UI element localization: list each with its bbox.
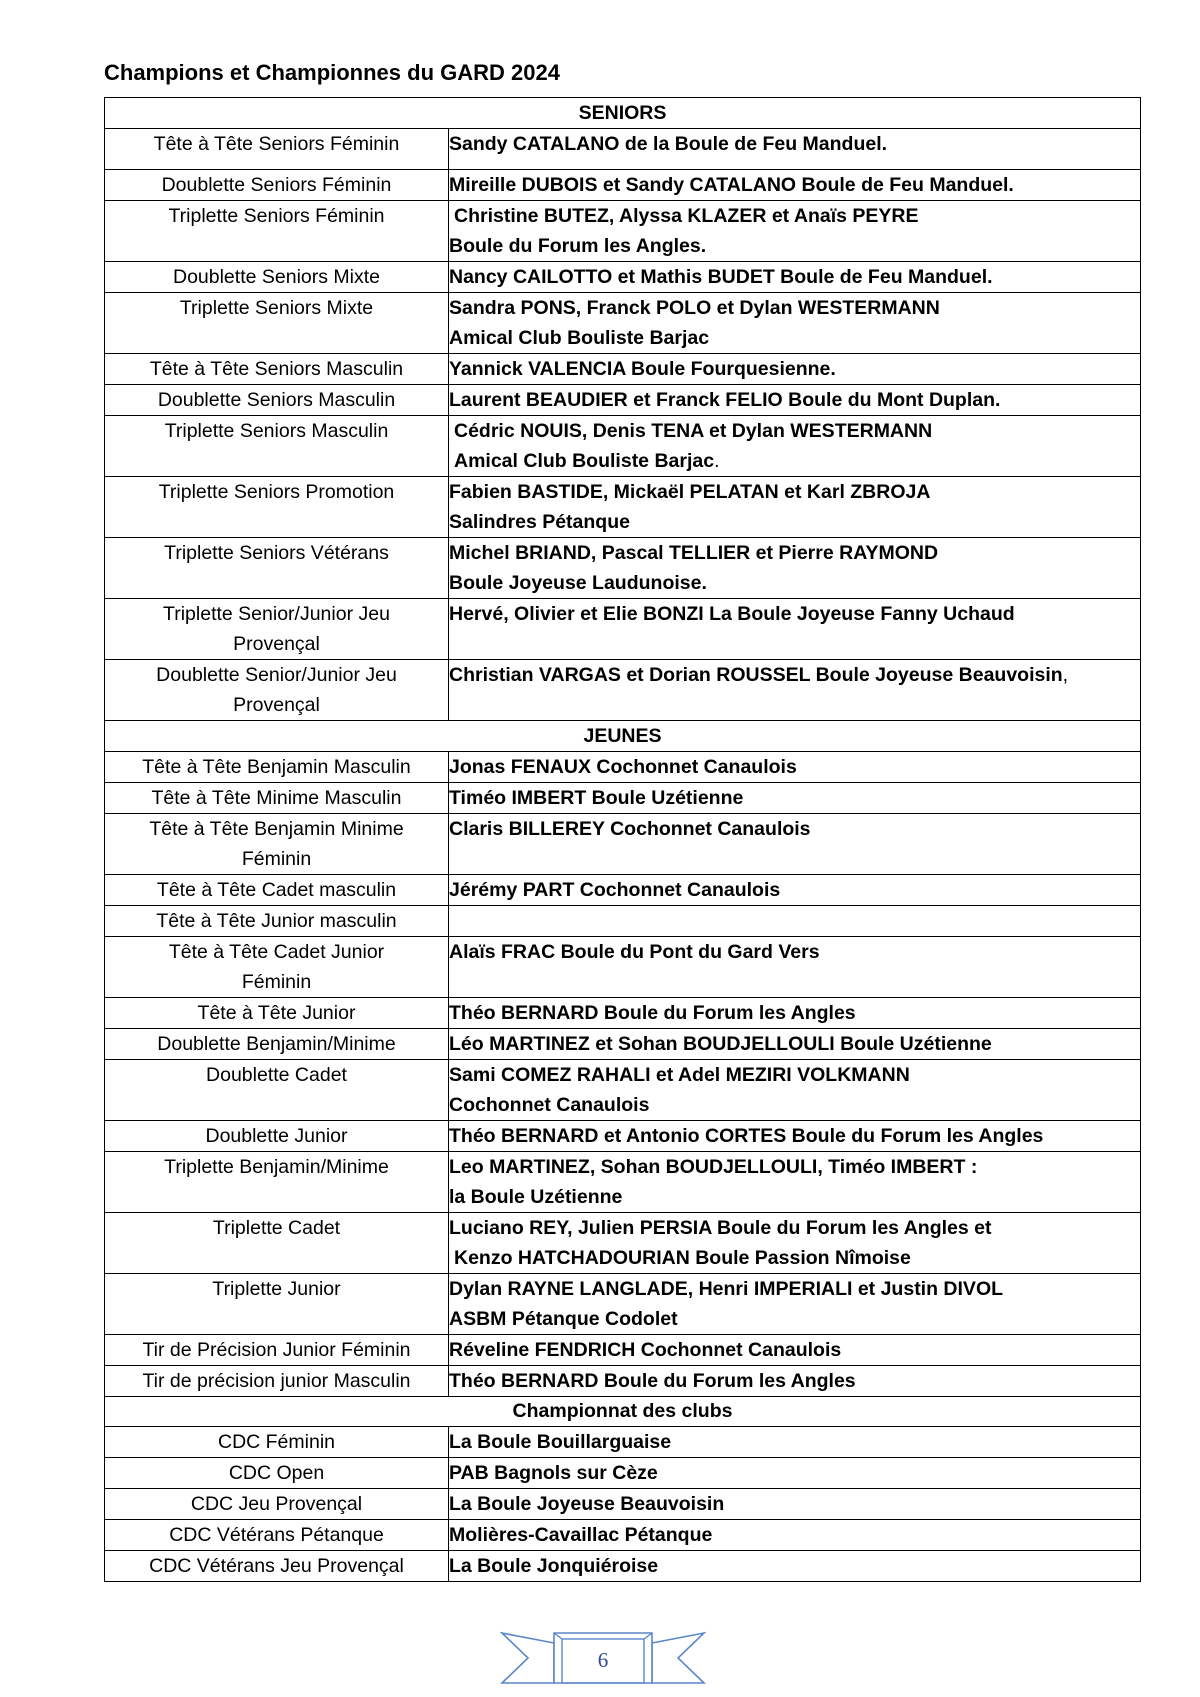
winner-cell: [449, 416, 1141, 477]
winner-cell: La Boule Bouillarguaise: [449, 1427, 1141, 1458]
table-row: [105, 170, 1141, 201]
table-row: [105, 385, 1141, 416]
winner-cell: Hervé, Olivier et Elie BONZI La Boule Joyeuse Fanny Uchaud: [449, 599, 1141, 660]
winner-cell: La Boule Joyeuse Beauvoisin: [449, 1489, 1141, 1520]
winner-cell: Claris BILLEREY Cochonnet Canaulois: [449, 814, 1141, 875]
category-cell: Doublette Junior: [105, 1121, 449, 1152]
category-cell: Tête à Tête Seniors Féminin: [105, 129, 449, 170]
winner-line: Sami COMEZ RAHALI et Adel MEZIRI VOLKMANN: [449, 1064, 910, 1086]
winner-cell: [449, 906, 1141, 937]
winner-club-line: ASBM Pétanque Codolet: [449, 1308, 678, 1330]
category-cell: Tête à Tête Cadet masculin: [105, 875, 449, 906]
category-cell: CDC Vétérans Pétanque: [105, 1520, 449, 1551]
winner-cell: [449, 1060, 1141, 1121]
table-row: [105, 1335, 1141, 1366]
category-cell: CDC Open: [105, 1458, 449, 1489]
table-row: [105, 538, 1141, 599]
winner-cell: Timéo IMBERT Boule Uzétienne: [449, 783, 1141, 814]
table-row: [105, 1274, 1141, 1335]
table-row: [105, 477, 1141, 538]
winner-cell: Christian VARGAS et Dorian ROUSSEL Boule Joyeuse Beauvoisin,: [449, 660, 1141, 721]
category-cell: Tête à Tête Minime Masculin: [105, 783, 449, 814]
category-cell: CDC Vétérans Jeu Provençal: [105, 1551, 449, 1582]
winner-line: Leo MARTINEZ, Sohan BOUDJELLOULI, Timéo IMBERT :: [449, 1156, 978, 1178]
category-cell: Triplette Seniors Promotion: [105, 477, 449, 538]
category-cell: CDC Jeu Provençal: [105, 1489, 449, 1520]
winner-line: Luciano REY, Julien PERSIA Boule du Forum les Angles et: [449, 1217, 992, 1239]
category-cell: Triplette Junior: [105, 1274, 449, 1335]
winner-cell: Nancy CAILOTTO et Mathis BUDET Boule de Feu Manduel.: [449, 262, 1141, 293]
section-header-clubs: Championnat des clubs: [105, 1397, 1141, 1427]
category-cell: Doublette Senior/Junior Jeu Provençal: [105, 660, 449, 721]
winner-cell: [449, 1274, 1141, 1335]
winner-cell: Sandy CATALANO de la Boule de Feu Manduel.: [449, 129, 1141, 170]
table-row: [105, 201, 1141, 262]
category-cell: Tête à Tête Benjamin Minime Féminin: [105, 814, 449, 875]
category-cell: Triplette Seniors Féminin: [105, 201, 449, 262]
winner-cell: [449, 293, 1141, 354]
category-cell: Tête à Tête Junior masculin: [105, 906, 449, 937]
category-cell: Tête à Tête Seniors Masculin: [105, 354, 449, 385]
winner-cell: [449, 1213, 1141, 1274]
table-row: [105, 293, 1141, 354]
category-cell: Tir de Précision Junior Féminin: [105, 1335, 449, 1366]
winner-cell: Jérémy PART Cochonnet Canaulois: [449, 875, 1141, 906]
table-row: [105, 1366, 1141, 1397]
champions-table: [104, 97, 1141, 1582]
winner-club-line: Kenzo HATCHADOURIAN Boule Passion Nîmoise: [454, 1247, 911, 1269]
table-row: [105, 354, 1141, 385]
table-row: [105, 262, 1141, 293]
winner-cell: Léo MARTINEZ et Sohan BOUDJELLOULI Boule Uzétienne: [449, 1029, 1141, 1060]
winner-line: Dylan RAYNE LANGLADE, Henri IMPERIALI et Justin DIVOL: [449, 1278, 1004, 1300]
page-number: 6: [597, 1648, 609, 1672]
winner-cell: Théo BERNARD Boule du Forum les Angles: [449, 1366, 1141, 1397]
winner-line: Sandra PONS, Franck POLO et Dylan WESTERMANN: [449, 297, 940, 319]
category-cell: Doublette Benjamin/Minime: [105, 1029, 449, 1060]
winner-cell: Yannick VALENCIA Boule Fourquesienne.: [449, 354, 1141, 385]
table-row: [105, 1213, 1141, 1274]
winner-club-line: la Boule Uzétienne: [449, 1186, 623, 1208]
page-number-ribbon: [498, 1629, 708, 1689]
category-cell: Doublette Seniors Mixte: [105, 262, 449, 293]
winner-club-line: Salindres Pétanque: [449, 511, 630, 533]
winner-club-line: Boule du Forum les Angles.: [449, 235, 707, 257]
section-header-row: [105, 1397, 1141, 1427]
table-row: [105, 1029, 1141, 1060]
table-row: [105, 906, 1141, 937]
table-row: [105, 599, 1141, 660]
category-cell: Triplette Seniors Masculin: [105, 416, 449, 477]
winner-line: Cédric NOUIS, Denis TENA et Dylan WESTERMANN: [454, 420, 933, 442]
table-row: [105, 875, 1141, 906]
winner-cell: La Boule Jonquiéroise: [449, 1551, 1141, 1582]
winner-cell: Réveline FENDRICH Cochonnet Canaulois: [449, 1335, 1141, 1366]
winner-cell: Laurent BEAUDIER et Franck FELIO Boule du Mont Duplan.: [449, 385, 1141, 416]
table-row: [105, 814, 1141, 875]
winner-cell: [449, 1152, 1141, 1213]
table-row: [105, 752, 1141, 783]
winner-line: Michel BRIAND, Pascal TELLIER et Pierre RAYMOND: [449, 542, 939, 564]
table-row: [105, 1121, 1141, 1152]
table-row: [105, 416, 1141, 477]
winner-cell: Alaïs FRAC Boule du Pont du Gard Vers: [449, 937, 1141, 998]
table-row: [105, 998, 1141, 1029]
section-header-seniors: SENIORS: [105, 98, 1141, 129]
table-row: [105, 1520, 1141, 1551]
winner-cell: PAB Bagnols sur Cèze: [449, 1458, 1141, 1489]
winner-cell: Théo BERNARD Boule du Forum les Angles: [449, 998, 1141, 1029]
category-cell: Triplette Benjamin/Minime: [105, 1152, 449, 1213]
category-cell: Triplette Seniors Mixte: [105, 293, 449, 354]
page-title: Champions et Championnes du GARD 2024: [104, 60, 560, 85]
category-cell: Tête à Tête Junior: [105, 998, 449, 1029]
table-row: [105, 1489, 1141, 1520]
winner-cell: Jonas FENAUX Cochonnet Canaulois: [449, 752, 1141, 783]
category-cell: Doublette Seniors Masculin: [105, 385, 449, 416]
table-row: [105, 1458, 1141, 1489]
category-cell: Doublette Seniors Féminin: [105, 170, 449, 201]
table-row: [105, 1551, 1141, 1582]
winner-cell: Mireille DUBOIS et Sandy CATALANO Boule de Feu Manduel.: [449, 170, 1141, 201]
winner-club-line: Cochonnet Canaulois: [449, 1094, 650, 1116]
section-header-jeunes: JEUNES: [105, 721, 1141, 752]
category-cell: Triplette Cadet: [105, 1213, 449, 1274]
winner-cell: [449, 538, 1141, 599]
table-row: [105, 1060, 1141, 1121]
winner-cell: Molières-Cavaillac Pétanque: [449, 1520, 1141, 1551]
winner-cell: [449, 201, 1141, 262]
category-cell: Doublette Cadet: [105, 1060, 449, 1121]
category-cell: Tête à Tête Cadet Junior Féminin: [105, 937, 449, 998]
winner-club-line: Amical Club Bouliste Barjac.: [454, 450, 720, 472]
table-row: [105, 1427, 1141, 1458]
table-row: [105, 783, 1141, 814]
category-cell: Triplette Senior/Junior Jeu Provençal: [105, 599, 449, 660]
table-row: [105, 660, 1141, 721]
winner-cell: [449, 477, 1141, 538]
winner-club-line: Boule Joyeuse Laudunoise.: [449, 572, 707, 594]
winner-cell: Théo BERNARD et Antonio CORTES Boule du Forum les Angles: [449, 1121, 1141, 1152]
winner-line: Christine BUTEZ, Alyssa KLAZER et Anaïs PEYRE: [454, 205, 919, 227]
table-row: [105, 129, 1141, 170]
winner-line: Fabien BASTIDE, Mickaël PELATAN et Karl ZBROJA: [449, 481, 931, 503]
table-row: [105, 937, 1141, 998]
category-cell: Tête à Tête Benjamin Masculin: [105, 752, 449, 783]
section-header-row: [105, 721, 1141, 752]
winner-club-line: Amical Club Bouliste Barjac: [449, 327, 710, 349]
category-cell: Tir de précision junior Masculin: [105, 1366, 449, 1397]
table-row: [105, 1152, 1141, 1213]
category-cell: Triplette Seniors Vétérans: [105, 538, 449, 599]
section-header-row: [105, 98, 1141, 129]
category-cell: CDC Féminin: [105, 1427, 449, 1458]
